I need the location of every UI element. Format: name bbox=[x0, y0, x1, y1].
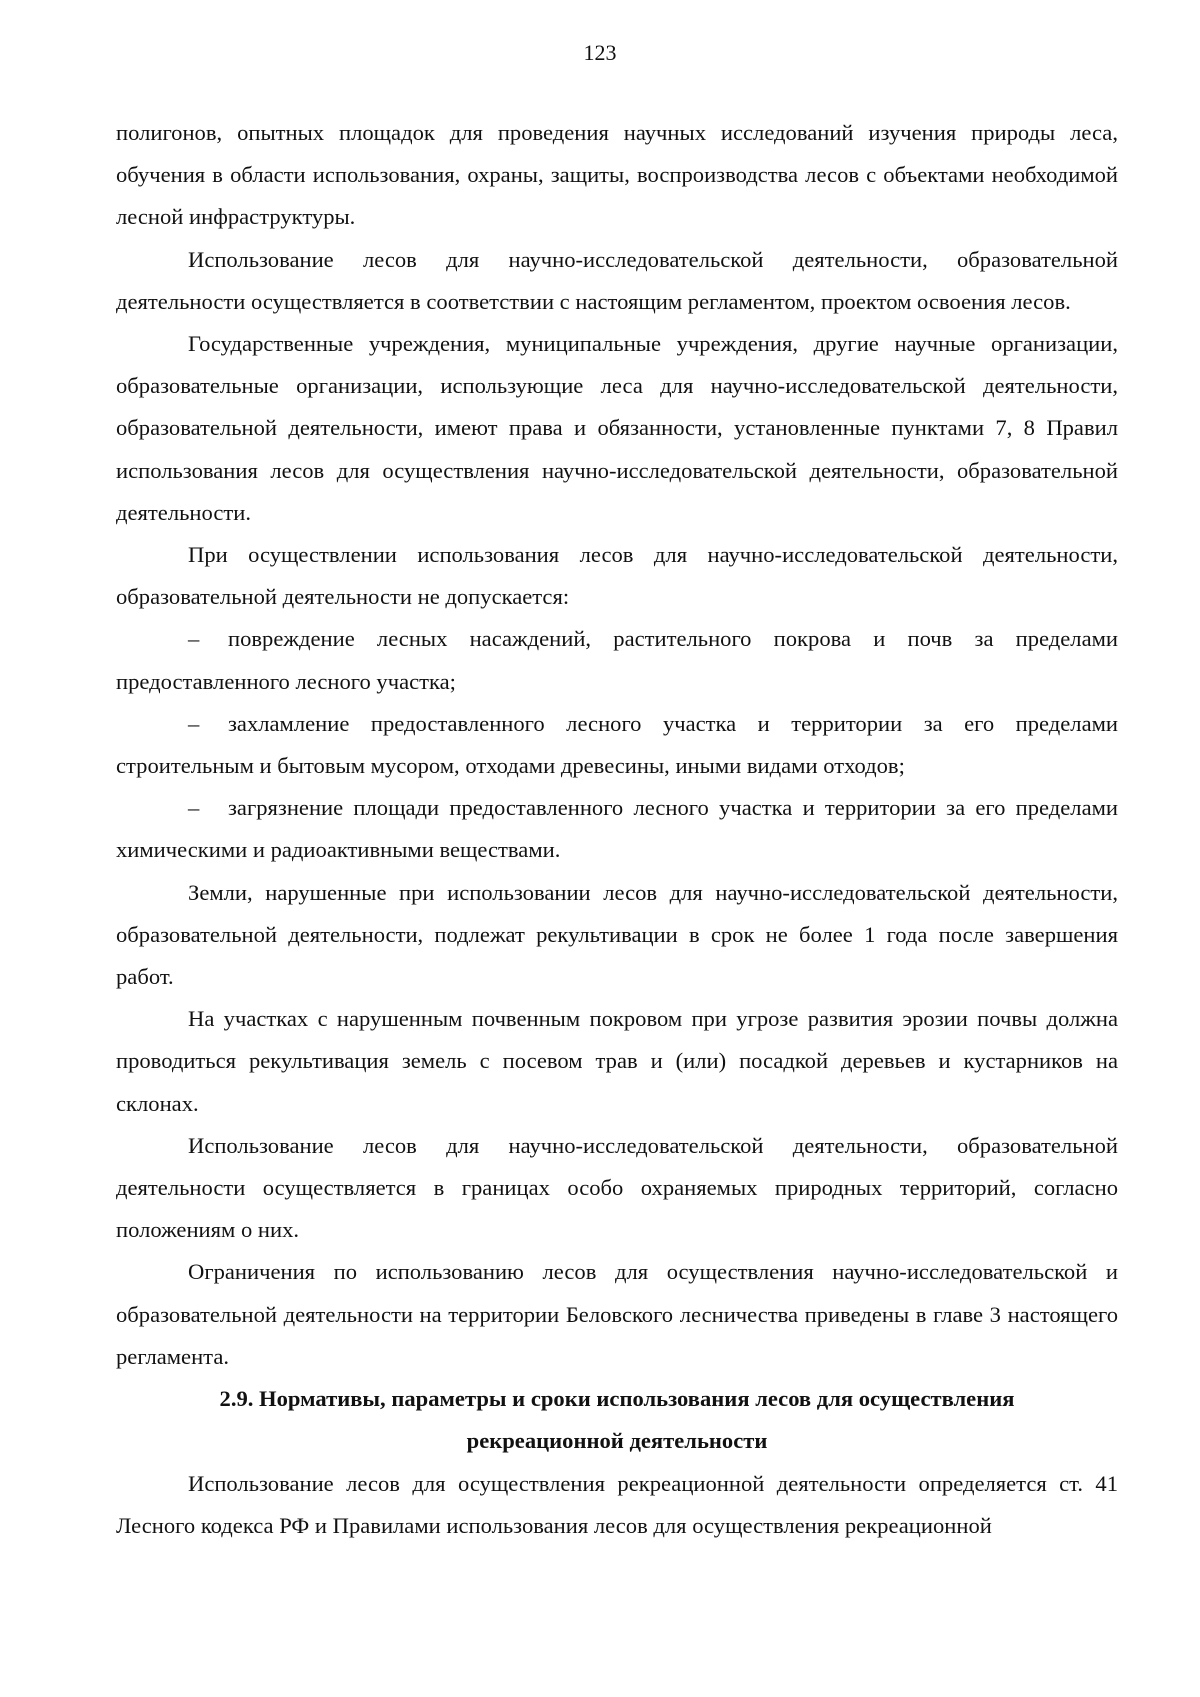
list-dash: – bbox=[188, 795, 200, 821]
paragraph: Ограничения по использованию лесов для осуществления научно-исследовательской и образовательной деятельности на территории Беловского лесничества приведены в главе 3 настоящего регламента. bbox=[116, 1259, 1118, 1369]
paragraph: Использование лесов для научно-исследовательской деятельности, образовательной деятельности осуществляется в соответствии с настоящим регламентом, проектом освоения лесов. bbox=[116, 246, 1118, 314]
list-item bbox=[116, 703, 1118, 787]
paragraph: Использование лесов для осуществления рекреационной деятельности определяется ст. 41 Лесного кодекса РФ и Правилами использования лесов для осуществления рекреационной bbox=[116, 1470, 1118, 1538]
list-item bbox=[116, 618, 1118, 702]
paragraph: Земли, нарушенные при использовании лесов для научно-исследовательской деятельности, образовательной деятельности, подлежат рекультивации в срок не более 1 года после завершения работ. bbox=[116, 879, 1118, 990]
list-dash: – bbox=[188, 710, 200, 736]
paragraph: Использование лесов для научно-исследовательской деятельности, образовательной деятельности осуществляется в границах особо охраняемых природных территорий, согласно положениям о них. bbox=[116, 1132, 1118, 1243]
paragraph: Государственные учреждения, муниципальные учреждения, другие научные организации, образовательные организации, использующие леса для научно-исследовательской деятельности, образовательной деятельности, имеют права и обязанности, установленные пунктами 7, 8 Правил использования лесов для осуществления научно-исследовательской деятельности, образовательной деятельности. bbox=[116, 331, 1118, 525]
page-number: 123 bbox=[583, 40, 617, 65]
list-item bbox=[116, 787, 1118, 871]
list-item-text: захламление предоставленного лесного участка и территории за его пределами строительным и бытовым мусором, отходами древесины, иными видами отходов; bbox=[116, 710, 1118, 779]
list-item-text: загрязнение площади предоставленного лесного участка и территории за его пределами химическими и радиоактивными веществами. bbox=[116, 795, 1118, 863]
paragraph: На участках с нарушенным почвенным покровом при угрозе развития эрозии почвы должна проводиться рекультивация земель с посевом трав и (или) посадкой деревьев и кустарников на склонах. bbox=[116, 1006, 1118, 1116]
paragraph: При осуществлении использования лесов для научно-исследовательской деятельности, образовательной деятельности не допускается: bbox=[116, 542, 1118, 610]
section-heading: 2.9. Нормативы, параметры и сроки использования лесов для осуществления рекреационной деятельности bbox=[219, 1386, 1015, 1454]
paragraph-continuation: полигонов, опытных площадок для проведения научных исследований изучения природы леса, обучения в области использования, охраны, защиты, воспроизводства лесов с объектами необходимой лесной инфраструктуры. bbox=[116, 120, 1118, 230]
list-item-text: повреждение лесных насаждений, растительного покрова и почв за пределами предоставленного лесного участка; bbox=[116, 626, 1118, 694]
list-dash: – bbox=[188, 626, 200, 652]
body-text bbox=[116, 112, 1118, 1547]
